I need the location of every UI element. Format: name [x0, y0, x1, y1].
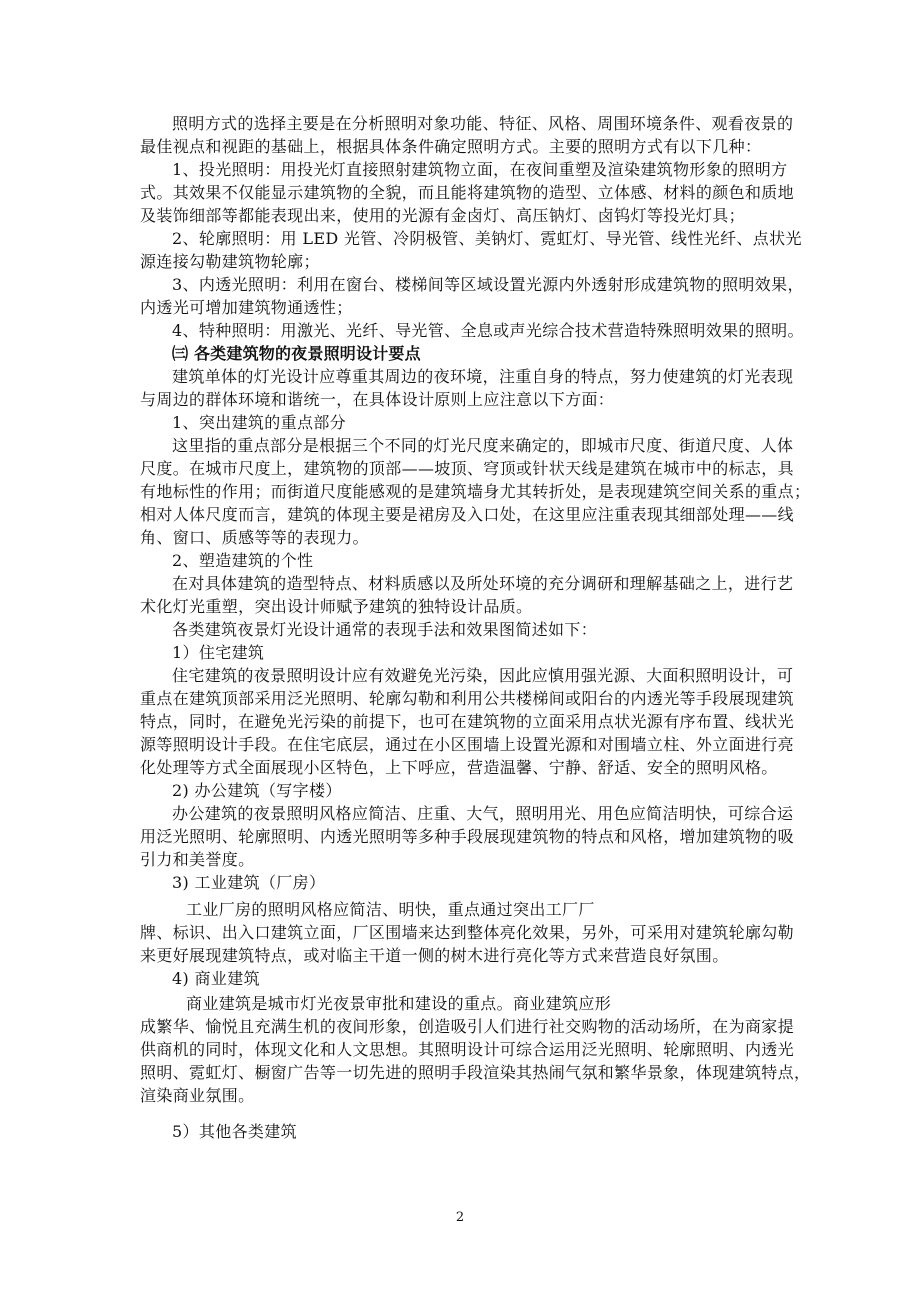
text-line: 牌、标识、出入口建筑立面，厂区围墙来达到整体亮化效果，另外，可采用对建筑轮廓勾勒	[140, 923, 795, 942]
text-line: 角、窗口、质感等等的表现力。	[140, 528, 369, 547]
text-line: 2、轮廓照明：用 LED 光管、冷阴极管、美钠灯、霓虹灯、导光管、线性光纤、点状光	[172, 229, 802, 248]
text-line: 重点在建筑顶部采用泛光照明、轮廓勾勒和利用公共楼梯间或阳台的内透光等手段展现建筑	[140, 689, 795, 708]
text-line: 在对具体建筑的造型特点、材料质感以及所处环境的充分调研和理解基础之上，进行艺	[172, 574, 794, 593]
text-line: 建筑单体的灯光设计应尊重其周边的夜环境，注重自身的特点，努力使建筑的灯光表现	[172, 367, 794, 386]
text-line: 工业厂房的照明风格应简洁、明快，重点通过突出工厂厂	[186, 900, 595, 919]
text-line: 术化灯光重塑，突出设计师赋予建筑的独特设计品质。	[140, 597, 533, 616]
text-line: 相对人体尺度而言，建筑的体现主要是裙房及入口处，在这里应注重表现其细部处理——线	[140, 505, 795, 524]
subheading: 4) 商业建筑	[172, 969, 260, 988]
text-line: 成繁华、愉悦且充满生机的夜间形象，创造吸引人们进行社交购物的活动场所，在为商家提	[140, 1017, 795, 1036]
text-line: 这里指的重点部分是根据三个不同的灯光尺度来确定的，即城市尺度、街道尺度、人体	[172, 436, 794, 455]
text-line: 商业建筑是城市灯光夜景审批和建设的重点。商业建筑应形	[186, 994, 612, 1013]
text-line: 源连接勾勒建筑物轮廓；	[140, 252, 320, 271]
text-line: 化处理等方式全面展现小区特色，上下呼应，营造温馨、宁静、舒适、安全的照明风格。	[140, 758, 778, 777]
section-heading: ㈢ 各类建筑物的夜景照明设计要点	[172, 344, 421, 363]
text-line: 最佳视点和视距的基础上，根据具体条件确定照明方式。主要的照明方式有以下几种：	[140, 137, 762, 156]
text-line: 特点，同时，在避免光污染的前提下，也可在建筑物的立面采用点状光源有序布置、线状光	[140, 712, 795, 731]
text-line: 及装饰细部等都能表现出来，使用的光源有金卤灯、高压钠灯、卤钨灯等投光灯具；	[140, 206, 745, 225]
subheading: 1、突出建筑的重点部分	[172, 413, 347, 432]
text-line: 照明、霓虹灯、橱窗广告等一切先进的照明手段渲染其热闹气氛和繁华景象，体现建筑特点，	[140, 1063, 811, 1082]
subheading: 2、塑造建筑的个性	[172, 551, 314, 570]
text-line: 内透光可增加建筑物通透性；	[140, 298, 353, 317]
subheading: 5）其他各类建筑	[172, 1122, 297, 1141]
subheading: 3) 工业建筑（厂房）	[172, 873, 326, 892]
text-line: 有地标性的作用；而街道尺度能感观的是建筑墙身尤其转折处，是表现建筑空间关系的重点；	[140, 482, 811, 501]
text-line: 供商机的同时，体现文化和人文思想。其照明设计可综合运用泛光照明、轮廓照明、内透光	[140, 1040, 795, 1059]
page-number: 2	[455, 1210, 465, 1225]
text-line: 4、特种照明：用激光、光纤、导光管、全息或声光综合技术营造特殊照明效果的照明。	[172, 321, 804, 340]
text-line: 式。其效果不仅能显示建筑物的全貌，而且能将建筑物的造型、立体感、材料的颜色和质地	[140, 183, 795, 202]
text-line: 3、内透光照明：利用在窗台、楼梯间等区域设置光源内外透射形成建筑物的照明效果，	[172, 275, 804, 294]
text-line: 源等照明设计手段。在住宅底层，通过在小区围墙上设置光源和对围墙立柱、外立面进行亮	[140, 735, 795, 754]
text-line: 照明方式的选择主要是在分析照明对象功能、特征、风格、周围环境条件、观看夜景的	[172, 114, 794, 133]
subheading: 1）住宅建筑	[172, 643, 265, 662]
text-line: 办公建筑的夜景照明风格应简洁、庄重、大气，照明用光、用色应简洁明快，可综合运	[172, 804, 794, 823]
text-line: 用泛光照明、轮廓照明、内透光照明等多种手段展现建筑物的特点和风格，增加建筑物的吸	[140, 827, 795, 846]
subheading: 2) 办公建筑（写字楼）	[172, 781, 342, 800]
text-line: 引力和美誉度。	[140, 850, 255, 869]
text-line: 来更好展现建筑特点，或对临主干道一侧的树木进行亮化等方式来营造良好氛围。	[140, 946, 729, 965]
text-line: 各类建筑夜景灯光设计通常的表现手法和效果图简述如下：	[172, 620, 598, 639]
text-line: 尺度。在城市尺度上，建筑物的顶部——坡顶、穹顶或针状天线是建筑在城市中的标志，具	[140, 459, 795, 478]
text-line: 与周边的群体环境和谐统一，在具体设计原则上应注意以下方面：	[140, 390, 615, 409]
text-line: 住宅建筑的夜景照明设计应有效避免光污染，因此应慎用强光源、大面积照明设计，可	[172, 666, 794, 685]
text-line: 渲染商业氛围。	[140, 1086, 255, 1105]
text-line: 1、投光照明：用投光灯直接照射建筑物立面，在夜间重塑及渲染建筑物形象的照明方	[172, 160, 788, 179]
